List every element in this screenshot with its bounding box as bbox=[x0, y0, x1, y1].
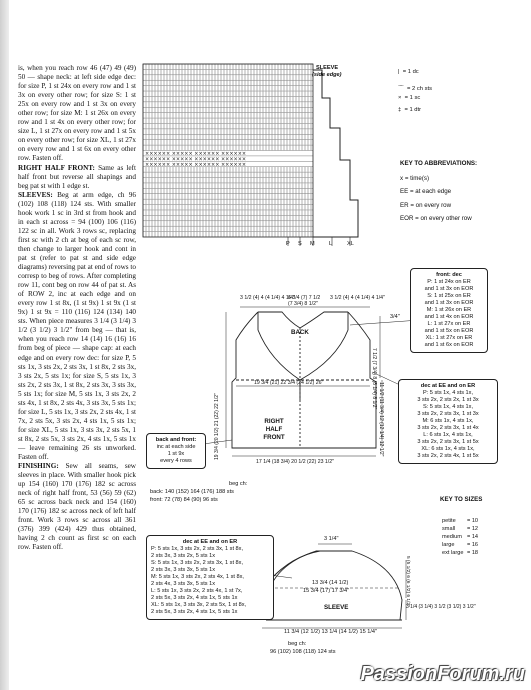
abbreviations-title: KEY TO ABBREVIATIONS: bbox=[400, 160, 478, 167]
back-label: BACK bbox=[291, 329, 309, 336]
legend-item-dc: | = 1 dc bbox=[398, 69, 419, 75]
dc-row bbox=[143, 91, 311, 96]
size-name: large bbox=[442, 542, 455, 548]
mid-width-dim: 19 3/4 (21) 22 3/4 (24 1/2) 26" bbox=[254, 380, 324, 386]
dc-row bbox=[143, 135, 311, 140]
size-name: small bbox=[442, 526, 456, 532]
right-half-front-label: RIGHT HALF FRONT bbox=[263, 418, 285, 441]
watermark-logo: PassionForum.ru bbox=[360, 663, 525, 685]
abbrev-line: EE = at each edge bbox=[400, 188, 452, 195]
dc-row bbox=[143, 102, 311, 107]
sleeve-label: SLEEVE bbox=[324, 604, 349, 611]
sleeve-width-2: 15 3/4 (17) 17 3/4" bbox=[303, 588, 350, 594]
dc-row bbox=[143, 216, 311, 221]
dc-row bbox=[143, 194, 311, 199]
sleeve-top-dim: 3 1/4" bbox=[324, 536, 339, 542]
sizes-title: KEY TO SIZES bbox=[440, 496, 483, 503]
sc-row: ×××××× ××××× ×××××× ×××××× bbox=[145, 162, 247, 169]
increase-box: back and front: inc at each side 1 st 9x every 4 rows bbox=[146, 433, 206, 469]
sleeve-side-dim: 3 1/4 (3 1/4) 3 1/2 (3 1/2) 3 1/2" bbox=[406, 604, 476, 610]
dc-row bbox=[143, 172, 311, 177]
neck-depth-dim: 3/4" bbox=[390, 314, 400, 320]
sleeve-beg-ch-title: beg ch: bbox=[288, 641, 307, 647]
chain-symbol-icon: ⌒ bbox=[398, 86, 404, 92]
abbrev-line: x = time(s) bbox=[400, 174, 430, 182]
dc-row bbox=[143, 210, 311, 215]
height-dim: 19 3/4 (20 1/2) 21 (22) 22 1/2" bbox=[214, 393, 220, 460]
sleeves-heading: SLEEVES: bbox=[18, 190, 53, 199]
dc-row bbox=[143, 129, 311, 134]
dc-row bbox=[143, 75, 311, 80]
right-half-front-heading: RIGHT HALF FRONT: bbox=[18, 163, 95, 172]
side-dim: 11 1/2 (11 3/4) 12 (12 1/4) 12 1/2" bbox=[378, 382, 384, 457]
right-half-front-paragraph: RIGHT HALF FRONT: Same as left half front but reverse all shapings and beg pat st with 1 edge st. bbox=[18, 163, 136, 190]
chart-title: SLEEVE bbox=[316, 65, 339, 71]
neck-shaping-text: is, when you reach row 46 (47) 49 (49) 50 — shape neck: at left side edge dec: for size P, 1 st 24x on every row and 1 st 3x on every other row; for size S: 1 st 25x on every row and 1 st 3x on every other row; for size M: 1 st 26x on every row and 1 st 4x on every other row; for size L, 1 st 27x on every row and 1 st 5x on every other row; for size XL, 1 st 27x on every row and 1 st 6x on every other row. Fasten off. bbox=[18, 64, 136, 163]
dc-row bbox=[143, 118, 311, 123]
sc-symbol-icon: × bbox=[398, 95, 402, 101]
top-mid-width-2: (7 3/4) 8 1/2" bbox=[288, 301, 318, 307]
chart-subtitle: (side edge) bbox=[312, 72, 342, 78]
dc-row bbox=[143, 199, 311, 204]
finishing-heading: FINISHING: bbox=[18, 462, 59, 471]
legend-item-sc: × = 1 sc bbox=[398, 95, 421, 101]
chart-size-label-p: P bbox=[286, 241, 290, 247]
sleeve-bottom-dim: 11 3/4 (12 1/2) 13 1/4 (14 1/2) 15 1/4" bbox=[284, 629, 377, 635]
beg-ch-front: front: 72 (78) 84 (90) 96 sts bbox=[150, 497, 218, 503]
dc-row bbox=[143, 113, 311, 118]
top-right-width: 3 1/2 (4) 4 (4 1/4) 4 1/4" bbox=[330, 295, 385, 301]
dc-row bbox=[143, 108, 311, 113]
armhole-dec-box: dec at EE and on ER P: 5 sts 1x, 4 sts 1x, 3 sts 2x, 2 sts 2x, 1 st 3x S: 5 sts 1x, 4 sts 1x, 3 sts 2x, 2 sts 3x, 1 st 3x M: 6 sts 1x, 4 sts 1x, 3 sts 2x, 2 sts 3x, 1 st 4x L: 6 sts 1x, 4 sts 1x, 3 sts 2x, 2 sts 3x, 1 st 5x XL: 6 sts 1x, 4 sts 1x, 3 sts 2x, 2 sts 4x, 1 st 5x bbox=[398, 379, 498, 464]
abbreviations-key bbox=[400, 160, 500, 224]
dc-row bbox=[143, 183, 311, 188]
sleeves-paragraph: SLEEVES: Beg at arm edge, ch 96 (102) 108 (118) 124 sts. With smaller hook work 1 sc in 3rd st from hook and in each st across = 94 (100) 106 (116) 122 sc in all. Work 3 rows sc, replacing first sc with 2 ch at beg of each sc row, then change to larger hook and cont in pat st (refer to pat st and side edge diagrams) reversing pat at end of rows to corresp to beg of rows. After completing row 11, cont beg on row 44 of pat st. As of ROW 2, inc at each edge and on every row 1 st 8x, (1 st 9x) 1 st 9x (1 st 9x) 1 st 9x = 110 (116) 124 (134) 140 sts. When piece measures 3 1/4 (3 1/4) 3 1/2 (3 1/2) 3 1/2" from beg — that is, when you reach row 14 (14) 16 (16) 16 from beg of piece — shape cap: at each edge and on every row dec: for size P, 5 sts 1x, 3 sts 2x, 2 sts 3x, 1 st 8x, 2 sts 3x, 3 sts 2x, 5 sts 1x; for size S, 5 sts 1x, 3 sts 2x, 2 sts 3x, 1 st 8x, 2 sts 3x, 3 sts 3x, 5 sts 1x; for size M, 5 sts 1x, 3 sts 2x, 2 sts 4x, 1 st 8x, 2 sts 4x, 3 sts 3x, 5 sts 1x; for size L, 5 sts 1x, 3 sts 2x, 2 sts 4x, 1 st 7x, 2 sts 5x, 3 sts 2x, 4 sts 1x, 5 sts 1x; for size XL, 5 sts 1x, 3 sts 3x, 2 sts 5x, 1 st 8x, 2 sts 5x, 3 sts 2x, 4 sts 1x, 5 sts 1x — leave remaining 26 sts unworked. Fasten off. bbox=[18, 190, 137, 462]
dc-row bbox=[143, 80, 311, 85]
chart-size-label-l: L bbox=[329, 241, 333, 247]
size-value: = 14 bbox=[467, 534, 479, 540]
dc-row bbox=[143, 232, 311, 237]
legend-item-dtr: ‡ = 1 dtr bbox=[398, 107, 422, 113]
size-value: = 16 bbox=[467, 542, 479, 548]
stitch-chart bbox=[143, 64, 358, 246]
dc-row bbox=[143, 221, 311, 226]
dc-row bbox=[143, 86, 311, 91]
size-value: = 18 bbox=[467, 550, 479, 556]
dc-row bbox=[143, 226, 311, 231]
legend-item-ch: ⌒ = 2 ch sts bbox=[398, 86, 433, 92]
dc-row bbox=[143, 205, 311, 210]
chart-size-label-s: S bbox=[298, 241, 302, 247]
sleeve-width-1: 13 3/4 (14 1/2) bbox=[312, 580, 349, 586]
size-value: = 10 bbox=[467, 518, 479, 524]
sc-row: ×××××× ××××× ×××××× ×××××× bbox=[145, 156, 247, 163]
dc-symbol-icon: | bbox=[398, 69, 400, 75]
finishing-paragraph: FINISHING: Sew all seams, sew sleeves in place. With smaller hook pick up 154 (160) 170 (176) 182 sc across neck of right half front, 53 (56) 59 (62) 65 sc across back neck and 154 (160) 170 (176) 182 sc across neck of left half front. Work 3 rows sc across all 361 (376) 399 (424) 429 thus obtained, having 2 ch count as first sc on each row. Fasten off. bbox=[18, 462, 136, 552]
beg-ch-back: back: 140 (152) 164 (176) 188 sts bbox=[150, 489, 234, 495]
sleeve-cap-dim: 5 (5 1/2) 6 (6 1/2) 6 1/2" bbox=[405, 556, 410, 607]
chart-size-label-xl: XL bbox=[347, 241, 354, 247]
dc-row bbox=[143, 64, 311, 69]
top-mid-width: 6 3/4 (7) 7 1/2 bbox=[288, 295, 321, 301]
dc-row bbox=[143, 140, 311, 145]
beg-ch-title: beg ch: bbox=[229, 481, 248, 487]
sleeve-beg-ch: 96 (102) 108 (118) 124 sts bbox=[270, 649, 336, 655]
sc-row: ×××××× ××××× ×××××× ×××××× bbox=[145, 151, 247, 158]
sleeve-dec-box: dec at EE and on ER P: 5 sts 1x, 3 sts 2x, 2 sts 3x, 1 st 8x, 2 sts 3x, 3 sts 2x, 5 sts 1x S: 5 sts 1x, 3 sts 2x, 2 sts 3x, 1 st 8x, 2 sts 3x, 3 sts 3x, 5 sts 1x M: 5 sts 1x, 3 sts 2x, 2 sts 4x, 1 st 8x, 2 sts 4x, 3 sts 3x, 5 sts 1x L: 5 sts 1x, 3 sts 2x, 2 sts 4x, 1 st 7x, 2 sts 5x, 3 sts 2x, 4 sts 1x, 5 sts 1x XL: 5 sts 1x, 3 sts 3x, 2 sts 5x, 1 st 8x, 2 sts 5x, 3 sts 2x, 4 sts 1x, 5 sts 1x bbox=[146, 535, 274, 620]
size-value: = 12 bbox=[467, 526, 479, 532]
armhole-dim: 7 1/2 (7 3/4) 8 (8 1/4) 8 1/2" bbox=[371, 348, 377, 410]
abbrev-line: EOR = on every other row bbox=[400, 215, 472, 222]
chart-size-label-m: M bbox=[310, 241, 315, 247]
sizes-key bbox=[440, 495, 510, 504]
dc-row bbox=[143, 97, 311, 102]
top-left-width: 3 1/2 (4) 4 (4 1/4) 4 1/4" bbox=[240, 295, 295, 301]
size-name: medium bbox=[442, 534, 462, 540]
dc-row bbox=[143, 178, 311, 183]
dc-row bbox=[143, 189, 311, 194]
size-name: petite bbox=[442, 518, 456, 524]
dc-row bbox=[143, 124, 311, 129]
bottom-width-dim: 17 1/4 (18 3/4) 20 1/2 (22) 23 1/2" bbox=[256, 459, 334, 465]
front-dec-box: front: dec P: 1 st 24x on ER and 1 st 3x on EOR S: 1 st 25x on ER and 1 st 3x on EOR M: 1 st 26x on ER and 1 st 4x on EOR L: 1 st 27x on ER and 1 st 5x on EOR XL: 1 st 27x on ER and 1 st 6x on EOR bbox=[410, 268, 488, 353]
dtr-symbol-icon: ‡ bbox=[398, 107, 402, 113]
dc-row bbox=[143, 145, 311, 150]
abbrev-line: ER = on every row bbox=[400, 201, 452, 209]
size-name: ext large bbox=[442, 550, 464, 556]
dc-row bbox=[143, 70, 311, 75]
